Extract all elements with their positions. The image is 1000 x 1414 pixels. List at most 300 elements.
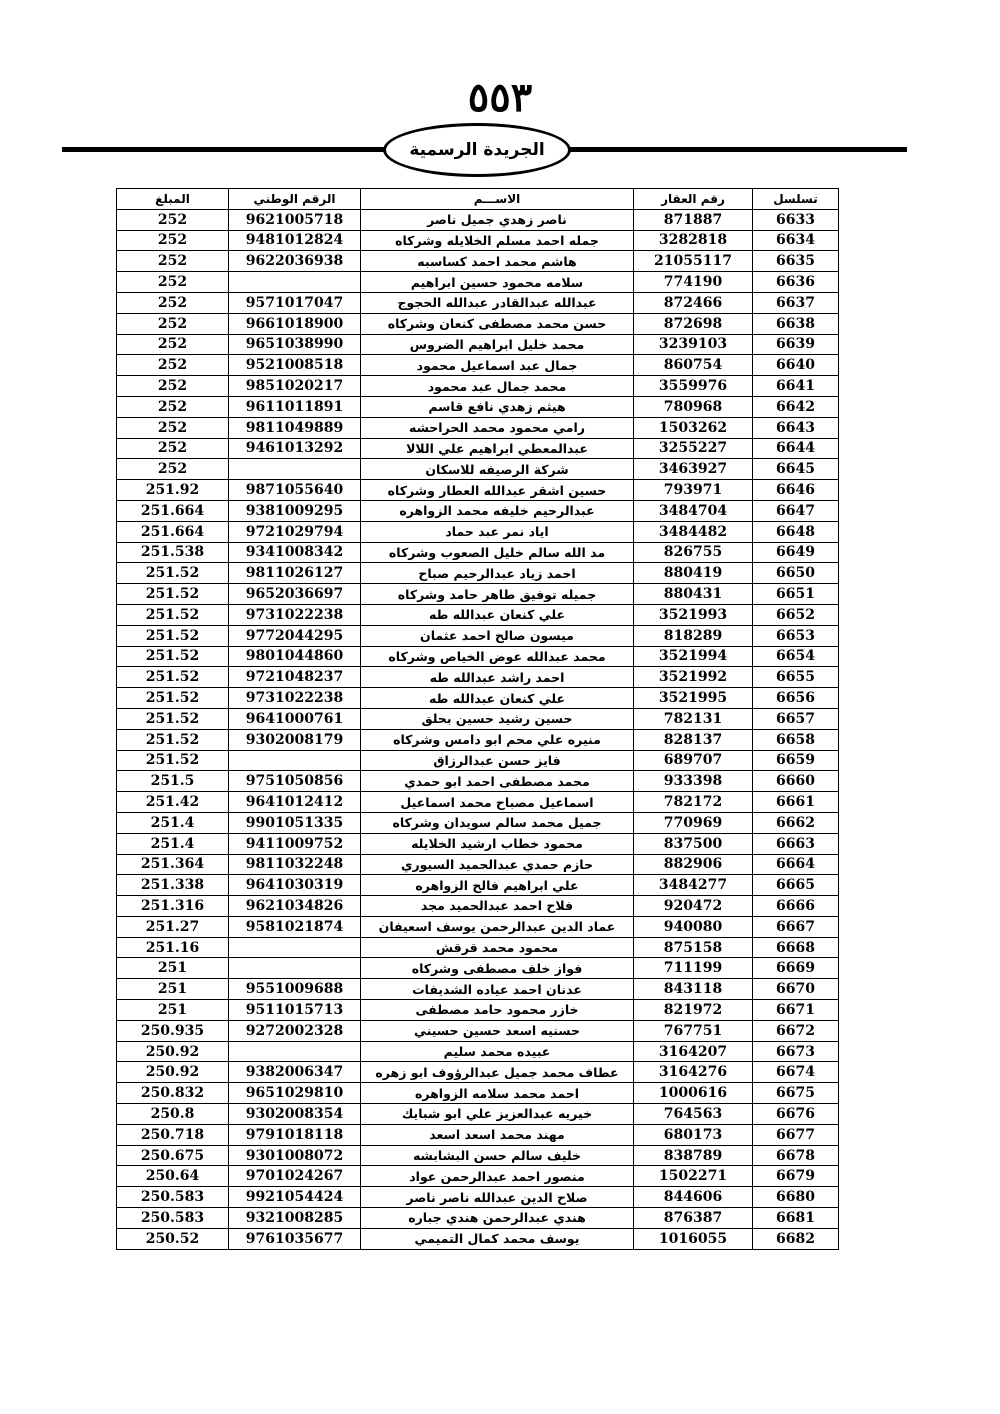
serial-cell: 6655 [753, 667, 839, 688]
parcel-number-cell: 793971 [634, 480, 753, 501]
name-cell: عبدالله عبدالقادر عبدالله الحجوج [361, 292, 634, 313]
name-cell: جميل محمد سالم سويدان وشركاه [361, 812, 634, 833]
serial-cell: 6653 [753, 625, 839, 646]
parcel-number-cell: 764563 [634, 1104, 753, 1125]
national-number-cell: 9571017047 [229, 292, 361, 313]
name-cell: شركة الرصيفه للاسكان [361, 459, 634, 480]
amount-cell: 251.538 [117, 542, 229, 563]
table-row [117, 480, 839, 501]
name-cell: عبدالمعطي ابراهيم علي اللالا [361, 438, 634, 459]
name-cell: احمد راشد عبدالله طه [361, 667, 634, 688]
parcel-number-cell: 780968 [634, 396, 753, 417]
national-number-cell: 9651038990 [229, 334, 361, 355]
name-cell: محمد مصطفى احمد ابو حمدي [361, 771, 634, 792]
name-cell: اياد نمر عبد حماد [361, 521, 634, 542]
table-row [117, 750, 839, 771]
parcel-number-cell: 680173 [634, 1124, 753, 1145]
national-number-cell: 9551009688 [229, 979, 361, 1000]
serial-cell: 6638 [753, 313, 839, 334]
amount-cell: 252 [117, 417, 229, 438]
parcel-number-cell: 880419 [634, 563, 753, 584]
name-cell: محمد عبدالله عوض الخياص وشركاه [361, 646, 634, 667]
name-cell: مد الله سالم خليل الصعوب وشركاه [361, 542, 634, 563]
amount-cell: 251.4 [117, 812, 229, 833]
amount-cell: 250.675 [117, 1145, 229, 1166]
name-cell: عبدالرحيم خليفه محمد الزواهره [361, 500, 634, 521]
header-national-number: الرقم الوطني [229, 189, 361, 210]
table-row [117, 1166, 839, 1187]
national-number-cell: 9731022238 [229, 604, 361, 625]
national-number-cell: 9652036697 [229, 584, 361, 605]
national-number-cell: 9511015713 [229, 1000, 361, 1021]
header-name: الاســـم [361, 189, 634, 210]
name-cell: محمد خليل ابراهيم الضروس [361, 334, 634, 355]
national-number-cell: 9621034826 [229, 896, 361, 917]
national-number-cell: 9811032248 [229, 854, 361, 875]
national-number-cell: 9761035677 [229, 1228, 361, 1249]
parcel-number-cell: 821972 [634, 1000, 753, 1021]
table-row [117, 979, 839, 1000]
national-number-cell [229, 937, 361, 958]
serial-cell: 6679 [753, 1166, 839, 1187]
parcel-number-cell: 3521993 [634, 604, 753, 625]
parcel-number-cell: 860754 [634, 355, 753, 376]
name-cell: منصور احمد عبدالرحمن عواد [361, 1166, 634, 1187]
amount-cell: 251.16 [117, 937, 229, 958]
serial-cell: 6660 [753, 771, 839, 792]
table-row [117, 459, 839, 480]
serial-cell: 6637 [753, 292, 839, 313]
amount-cell: 250.583 [117, 1187, 229, 1208]
table-row [117, 1041, 839, 1062]
serial-cell: 6650 [753, 563, 839, 584]
parcel-number-cell: 872466 [634, 292, 753, 313]
table-row [117, 875, 839, 896]
parcel-number-cell: 837500 [634, 833, 753, 854]
amount-cell: 252 [117, 355, 229, 376]
national-number-cell [229, 459, 361, 480]
parcel-number-cell: 871887 [634, 209, 753, 230]
parcel-number-cell: 21055117 [634, 251, 753, 272]
table-row [117, 854, 839, 875]
amount-cell: 251.52 [117, 625, 229, 646]
parcel-number-cell: 933398 [634, 771, 753, 792]
name-cell: فواز خلف مصطفى وشركاه [361, 958, 634, 979]
amount-cell: 252 [117, 272, 229, 293]
parcel-number-cell: 1502271 [634, 1166, 753, 1187]
amount-cell: 250.92 [117, 1041, 229, 1062]
name-cell: فايز حسن عبدالرزاق [361, 750, 634, 771]
serial-cell: 6641 [753, 376, 839, 397]
table-row [117, 812, 839, 833]
table-row [117, 1062, 839, 1083]
table-row [117, 209, 839, 230]
serial-cell: 6646 [753, 480, 839, 501]
national-number-cell [229, 1041, 361, 1062]
serial-cell: 6665 [753, 875, 839, 896]
national-number-cell: 9661018900 [229, 313, 361, 334]
national-number-cell: 9651029810 [229, 1083, 361, 1104]
parcel-number-cell: 818289 [634, 625, 753, 646]
amount-cell: 252 [117, 396, 229, 417]
name-cell: ناصر زهدي جميل ناصر [361, 209, 634, 230]
name-cell: رامي محمود محمد الحراحشه [361, 417, 634, 438]
table-row [117, 563, 839, 584]
header-amount: المبلغ [117, 189, 229, 210]
name-cell: حسين اشقر عبدالله العطار وشركاه [361, 480, 634, 501]
amount-cell: 250.52 [117, 1228, 229, 1249]
table-row [117, 1145, 839, 1166]
parcel-number-cell: 838789 [634, 1145, 753, 1166]
register-table [116, 188, 839, 1250]
parcel-number-cell: 3484704 [634, 500, 753, 521]
serial-cell: 6642 [753, 396, 839, 417]
amount-cell: 252 [117, 292, 229, 313]
parcel-number-cell: 3463927 [634, 459, 753, 480]
national-number-cell: 9301008072 [229, 1145, 361, 1166]
table-row [117, 251, 839, 272]
national-number-cell: 9871055640 [229, 480, 361, 501]
amount-cell: 251.42 [117, 792, 229, 813]
parcel-number-cell: 872698 [634, 313, 753, 334]
national-number-cell [229, 958, 361, 979]
national-number-cell: 9622036938 [229, 251, 361, 272]
serial-cell: 6676 [753, 1104, 839, 1125]
name-cell: حسنيه اسعد حسين حسيني [361, 1020, 634, 1041]
name-cell: محمد جمال عبد محمود [361, 376, 634, 397]
table-row [117, 646, 839, 667]
name-cell: فلاح احمد عبدالحميد مجد [361, 896, 634, 917]
parcel-number-cell: 711199 [634, 958, 753, 979]
amount-cell: 251.52 [117, 584, 229, 605]
amount-cell: 251.92 [117, 480, 229, 501]
amount-cell: 251.52 [117, 667, 229, 688]
national-number-cell: 9521008518 [229, 355, 361, 376]
table-row [117, 313, 839, 334]
name-cell: جميله توفيق طاهر حامد وشركاه [361, 584, 634, 605]
national-number-cell: 9731022238 [229, 688, 361, 709]
table-row [117, 896, 839, 917]
amount-cell: 251 [117, 958, 229, 979]
parcel-number-cell: 875158 [634, 937, 753, 958]
serial-cell: 6666 [753, 896, 839, 917]
name-cell: ميسون صالح احمد عثمان [361, 625, 634, 646]
national-number-cell: 9641000761 [229, 708, 361, 729]
table-row [117, 272, 839, 293]
amount-cell: 252 [117, 209, 229, 230]
national-number-cell: 9272002328 [229, 1020, 361, 1041]
table-row [117, 708, 839, 729]
serial-cell: 6648 [753, 521, 839, 542]
parcel-number-cell: 767751 [634, 1020, 753, 1041]
name-cell: منيره علي محم ابو دامس وشركاه [361, 729, 634, 750]
table-row [117, 500, 839, 521]
name-cell: علي ابراهيم فالح الزواهره [361, 875, 634, 896]
serial-cell: 6663 [753, 833, 839, 854]
parcel-number-cell: 689707 [634, 750, 753, 771]
table-row [117, 1104, 839, 1125]
amount-cell: 251.316 [117, 896, 229, 917]
serial-cell: 6651 [753, 584, 839, 605]
amount-cell: 251.52 [117, 708, 229, 729]
parcel-number-cell: 3559976 [634, 376, 753, 397]
name-cell: محمود خطاب ارشيد الخلايله [361, 833, 634, 854]
amount-cell: 251.52 [117, 688, 229, 709]
serial-cell: 6667 [753, 916, 839, 937]
serial-cell: 6682 [753, 1228, 839, 1249]
amount-cell: 252 [117, 438, 229, 459]
masthead-rule-left [62, 147, 386, 152]
amount-cell: 250.832 [117, 1083, 229, 1104]
table-row [117, 1083, 839, 1104]
table-row [117, 376, 839, 397]
name-cell: عماد الدين عبدالرحمن يوسف اسعيفان [361, 916, 634, 937]
amount-cell: 251.664 [117, 521, 229, 542]
name-cell: عدنان احمد عياده الشديفات [361, 979, 634, 1000]
serial-cell: 6644 [753, 438, 839, 459]
name-cell: هاشم محمد احمد كساسبه [361, 251, 634, 272]
national-number-cell: 9381009295 [229, 500, 361, 521]
amount-cell: 250.8 [117, 1104, 229, 1125]
parcel-number-cell: 782131 [634, 708, 753, 729]
parcel-number-cell: 826755 [634, 542, 753, 563]
amount-cell: 251 [117, 1000, 229, 1021]
table-row [117, 729, 839, 750]
table-row [117, 771, 839, 792]
serial-cell: 6640 [753, 355, 839, 376]
amount-cell: 251.52 [117, 646, 229, 667]
amount-cell: 250.718 [117, 1124, 229, 1145]
amount-cell: 251.52 [117, 750, 229, 771]
amount-cell: 251.664 [117, 500, 229, 521]
amount-cell: 252 [117, 376, 229, 397]
name-cell: احمد محمد سلامه الزواهره [361, 1083, 634, 1104]
national-number-cell: 9641030319 [229, 875, 361, 896]
amount-cell: 252 [117, 313, 229, 334]
amount-cell: 252 [117, 334, 229, 355]
parcel-number-cell: 1016055 [634, 1228, 753, 1249]
parcel-number-cell: 1000616 [634, 1083, 753, 1104]
table-row [117, 584, 839, 605]
amount-cell: 251.4 [117, 833, 229, 854]
serial-cell: 6673 [753, 1041, 839, 1062]
national-number-cell: 9701024267 [229, 1166, 361, 1187]
table-body [117, 209, 839, 1249]
name-cell: خازر محمود حامد مصطفى [361, 1000, 634, 1021]
parcel-number-cell: 844606 [634, 1187, 753, 1208]
national-number-cell: 9321008285 [229, 1208, 361, 1229]
name-cell: هيثم زهدي نافع قاسم [361, 396, 634, 417]
amount-cell: 250.583 [117, 1208, 229, 1229]
national-number-cell: 9382006347 [229, 1062, 361, 1083]
serial-cell: 6659 [753, 750, 839, 771]
serial-cell: 6670 [753, 979, 839, 1000]
name-cell: محمود محمد قرقش [361, 937, 634, 958]
table-row [117, 1000, 839, 1021]
parcel-number-cell: 880431 [634, 584, 753, 605]
table-row [117, 1228, 839, 1249]
amount-cell: 251 [117, 979, 229, 1000]
parcel-number-cell: 882906 [634, 854, 753, 875]
table-row [117, 292, 839, 313]
name-cell: علي كنعان عبدالله طه [361, 688, 634, 709]
serial-cell: 6633 [753, 209, 839, 230]
national-number-cell: 9772044295 [229, 625, 361, 646]
serial-cell: 6675 [753, 1083, 839, 1104]
national-number-cell [229, 272, 361, 293]
serial-cell: 6649 [753, 542, 839, 563]
serial-cell: 6652 [753, 604, 839, 625]
national-number-cell: 9811026127 [229, 563, 361, 584]
serial-cell: 6654 [753, 646, 839, 667]
name-cell: جمال عبد اسماعيل محمود [361, 355, 634, 376]
serial-cell: 6669 [753, 958, 839, 979]
amount-cell: 251.52 [117, 563, 229, 584]
parcel-number-cell: 3164276 [634, 1062, 753, 1083]
national-number-cell: 9851020217 [229, 376, 361, 397]
parcel-number-cell: 3484277 [634, 875, 753, 896]
parcel-number-cell: 782172 [634, 792, 753, 813]
parcel-number-cell: 3164207 [634, 1041, 753, 1062]
table-row [117, 396, 839, 417]
national-number-cell: 9721029794 [229, 521, 361, 542]
parcel-number-cell: 3255227 [634, 438, 753, 459]
parcel-number-cell: 1503262 [634, 417, 753, 438]
masthead-rule-right [569, 147, 907, 152]
name-cell: جمله احمد مسلم الخلايله وشركاه [361, 230, 634, 251]
name-cell: عطاف محمد جميل عبدالرؤوف ابو زهره [361, 1062, 634, 1083]
table-row [117, 625, 839, 646]
national-number-cell: 9921054424 [229, 1187, 361, 1208]
name-cell: خليف سالم حسن البشابشه [361, 1145, 634, 1166]
national-number-cell: 9791018118 [229, 1124, 361, 1145]
parcel-number-cell: 828137 [634, 729, 753, 750]
masthead-oval [383, 123, 571, 177]
amount-cell: 252 [117, 251, 229, 272]
serial-cell: 6680 [753, 1187, 839, 1208]
serial-cell: 6681 [753, 1208, 839, 1229]
parcel-number-cell: 920472 [634, 896, 753, 917]
page-number: ٥٥٣ [467, 74, 533, 121]
amount-cell: 251.338 [117, 875, 229, 896]
table-row [117, 958, 839, 979]
national-number-cell: 9411009752 [229, 833, 361, 854]
national-number-cell: 9611011891 [229, 396, 361, 417]
national-number-cell: 9461013292 [229, 438, 361, 459]
table-row [117, 916, 839, 937]
name-cell: حازم حمدي عبدالحميد السيوري [361, 854, 634, 875]
name-cell: حسين رشيد حسين بحلق [361, 708, 634, 729]
serial-cell: 6677 [753, 1124, 839, 1145]
serial-cell: 6672 [753, 1020, 839, 1041]
national-number-cell: 9581021874 [229, 916, 361, 937]
serial-cell: 6678 [753, 1145, 839, 1166]
table-row [117, 1187, 839, 1208]
serial-cell: 6643 [753, 417, 839, 438]
national-number-cell: 9481012824 [229, 230, 361, 251]
amount-cell: 252 [117, 230, 229, 251]
amount-cell: 251.5 [117, 771, 229, 792]
national-number-cell: 9751050856 [229, 771, 361, 792]
amount-cell: 250.64 [117, 1166, 229, 1187]
amount-cell: 251.52 [117, 604, 229, 625]
parcel-number-cell: 774190 [634, 272, 753, 293]
serial-cell: 6661 [753, 792, 839, 813]
parcel-number-cell: 843118 [634, 979, 753, 1000]
serial-cell: 6671 [753, 1000, 839, 1021]
table-row [117, 1208, 839, 1229]
table-row [117, 542, 839, 563]
table-row [117, 792, 839, 813]
national-number-cell: 9721048237 [229, 667, 361, 688]
amount-cell: 252 [117, 459, 229, 480]
serial-cell: 6664 [753, 854, 839, 875]
parcel-number-cell: 770969 [634, 812, 753, 833]
table-row [117, 521, 839, 542]
amount-cell: 251.27 [117, 916, 229, 937]
name-cell: علي كنعان عبدالله طه [361, 604, 634, 625]
amount-cell: 251.52 [117, 729, 229, 750]
table-row [117, 1124, 839, 1145]
national-number-cell: 9302008179 [229, 729, 361, 750]
table-row [117, 667, 839, 688]
serial-cell: 6656 [753, 688, 839, 709]
parcel-number-cell: 3521995 [634, 688, 753, 709]
table-row [117, 334, 839, 355]
national-number-cell: 9302008354 [229, 1104, 361, 1125]
national-number-cell: 9901051335 [229, 812, 361, 833]
parcel-number-cell: 876387 [634, 1208, 753, 1229]
name-cell: مهند محمد اسعد اسعد [361, 1124, 634, 1145]
national-number-cell: 9811049889 [229, 417, 361, 438]
parcel-number-cell: 940080 [634, 916, 753, 937]
amount-cell: 251.364 [117, 854, 229, 875]
name-cell: سلامه محمود حسين ابراهيم [361, 272, 634, 293]
national-number-cell: 9341008342 [229, 542, 361, 563]
serial-cell: 6658 [753, 729, 839, 750]
table-row [117, 417, 839, 438]
table-row [117, 833, 839, 854]
serial-cell: 6674 [753, 1062, 839, 1083]
name-cell: عبيده محمد سليم [361, 1041, 634, 1062]
serial-cell: 6662 [753, 812, 839, 833]
name-cell: خيريه عبدالعزيز علي ابو شبايك [361, 1104, 634, 1125]
national-number-cell: 9641012412 [229, 792, 361, 813]
national-number-cell [229, 750, 361, 771]
parcel-number-cell: 3484482 [634, 521, 753, 542]
serial-cell: 6636 [753, 272, 839, 293]
name-cell: احمد زياد عبدالرحيم صباح [361, 563, 634, 584]
serial-cell: 6657 [753, 708, 839, 729]
name-cell: اسماعيل مصباح محمد اسماعيل [361, 792, 634, 813]
table-row [117, 230, 839, 251]
serial-cell: 6647 [753, 500, 839, 521]
parcel-number-cell: 3521994 [634, 646, 753, 667]
table-row [117, 604, 839, 625]
serial-cell: 6645 [753, 459, 839, 480]
publication-title: الجريدة الرسمية [409, 140, 545, 160]
table-row [117, 438, 839, 459]
name-cell: يوسف محمد كمال التميمي [361, 1228, 634, 1249]
serial-cell: 6668 [753, 937, 839, 958]
parcel-number-cell: 3239103 [634, 334, 753, 355]
header-serial: تسلسل [753, 189, 839, 210]
serial-cell: 6635 [753, 251, 839, 272]
name-cell: حسن محمد مصطفى كنعان وشركاه [361, 313, 634, 334]
national-number-cell: 9621005718 [229, 209, 361, 230]
serial-cell: 6634 [753, 230, 839, 251]
table-header-row [117, 189, 839, 210]
